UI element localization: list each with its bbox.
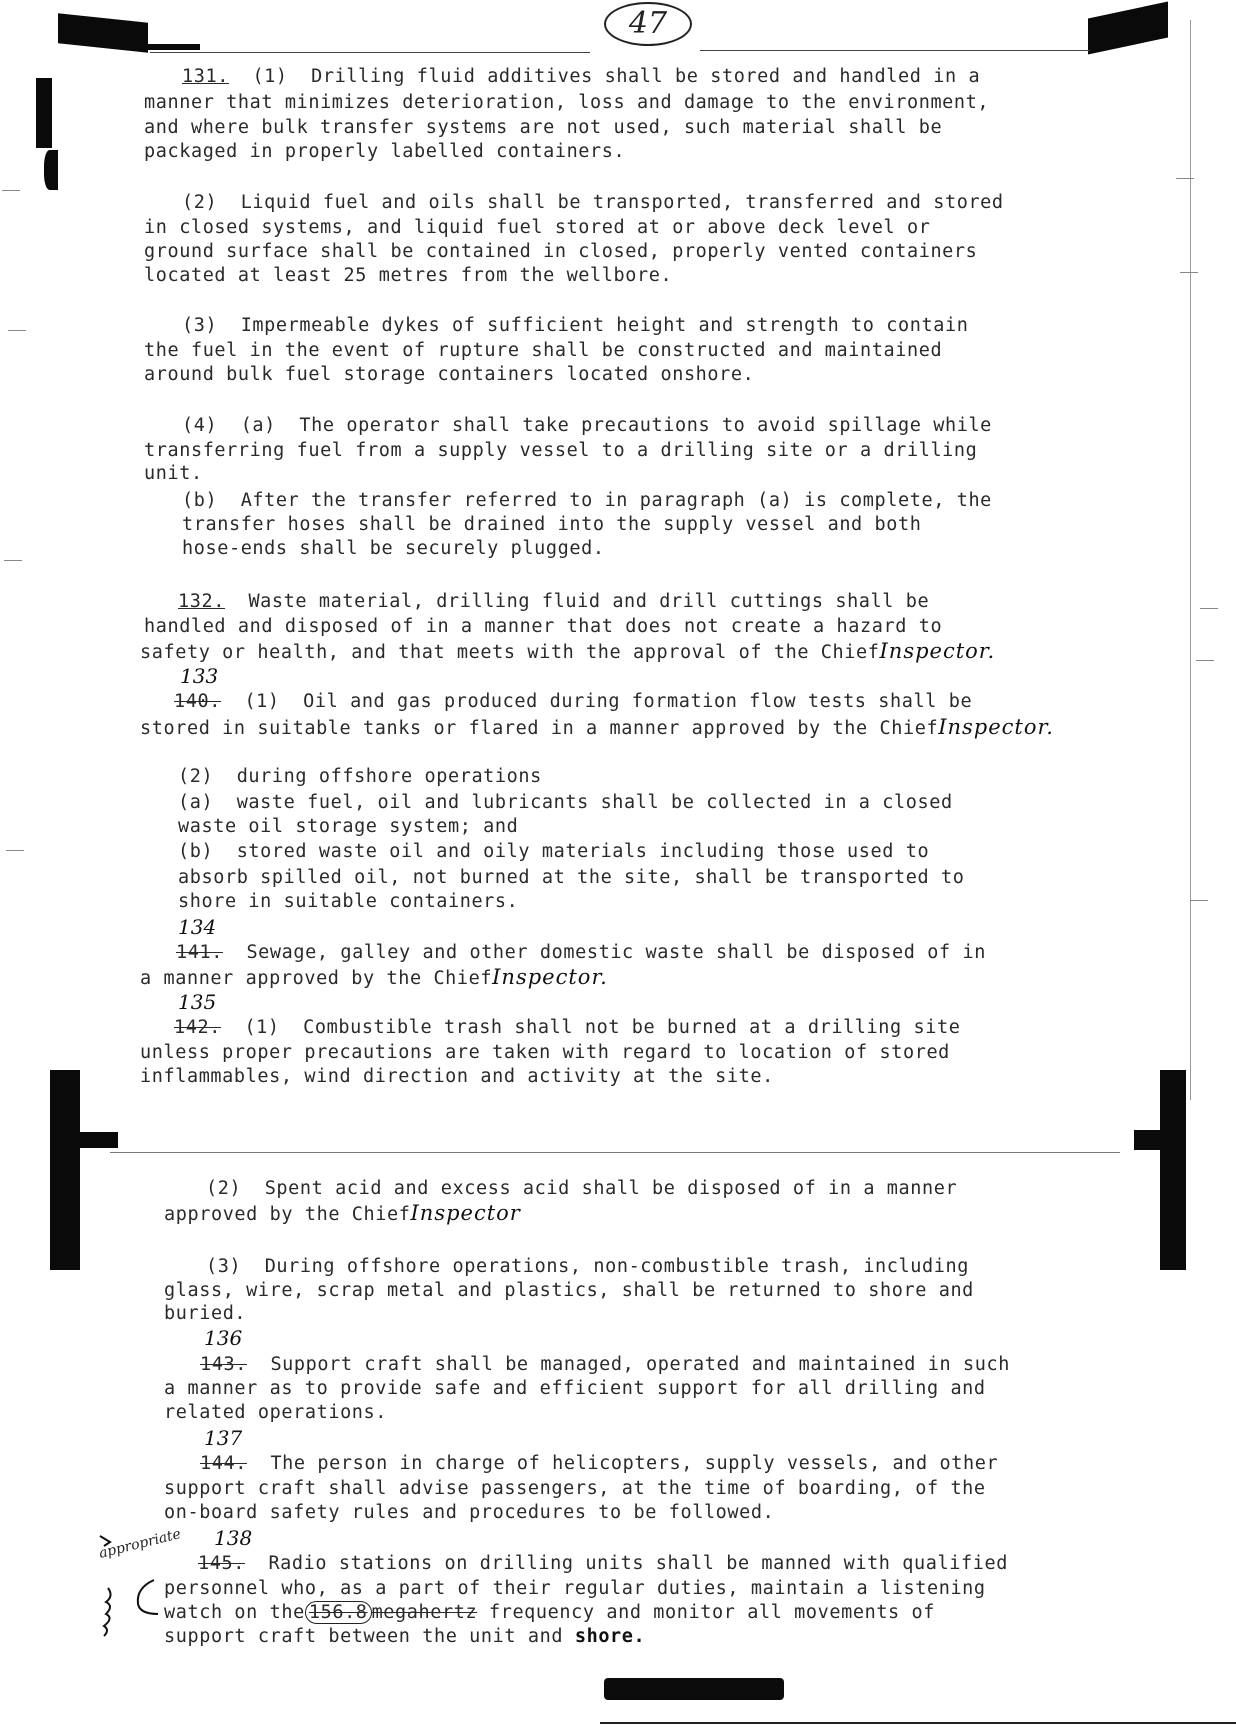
redaction-bar	[604, 1678, 784, 1700]
text-line: hose-ends shall be securely plugged.	[182, 538, 605, 559]
text-line: Waste material, drilling fluid and drill cuttings shall be	[248, 591, 930, 612]
handwritten-inspector: Inspector.	[938, 715, 1054, 739]
section-137-line-1	[200, 1453, 998, 1475]
text-line: unless proper precautions are taken with regard to location of stored	[140, 1042, 950, 1063]
margin-dash	[1190, 900, 1208, 901]
circled-frequency: 156.8	[305, 1601, 372, 1624]
section-131-line-1	[182, 66, 980, 88]
text-line: approved by the Chief	[164, 1204, 411, 1225]
top-rule-left	[150, 52, 590, 53]
section-132-line-3	[140, 640, 995, 664]
scan-mark-right-bar	[1160, 1070, 1186, 1270]
margin-dash	[2, 190, 20, 191]
scan-mark-left-arm	[78, 1132, 118, 1148]
section-138-line-4	[164, 1626, 645, 1648]
text-line: inflammables, wind direction and activity at the site.	[140, 1066, 774, 1087]
text-line: stored in suitable tanks or flared in a manner approved by the Chief	[140, 718, 939, 739]
section-134-line-2	[140, 966, 608, 990]
text-line: (2) Spent acid and excess acid shall be disposed of in a manner	[206, 1178, 958, 1199]
struck-section-number: 144.	[200, 1453, 247, 1474]
section-133-line-1	[174, 691, 972, 713]
margin-dash	[4, 560, 22, 561]
section-134-line-1	[176, 942, 986, 964]
text-line: (1) Oil and gas produced during formation flow tests shall be	[244, 691, 973, 712]
scan-mark-left-bar	[50, 1070, 80, 1270]
text-line: transfer hoses shall be drained into the supply vessel and both	[182, 514, 922, 535]
text-line: transferring fuel from a supply vessel to a drilling site or a drilling	[144, 440, 978, 461]
text-line: packaged in properly labelled containers.	[144, 141, 626, 162]
text-line: watch on the	[164, 1602, 305, 1623]
page-number: 47	[604, 2, 692, 46]
text-line: in closed systems, and liquid fuel stored at or above deck level or	[144, 217, 931, 238]
margin-dash	[1176, 178, 1194, 179]
section-number: 131.	[182, 66, 229, 87]
handwritten-section-number: 135	[178, 990, 217, 1014]
text-line: (4) (a) The operator shall take precautions to avoid spillage while	[182, 415, 992, 436]
text-line: (b) After the transfer referred to in paragraph (a) is complete, the	[182, 490, 992, 511]
text-line: (3) During offshore operations, non-combustible trash, including	[206, 1256, 969, 1277]
text-line: (2) during offshore operations	[178, 766, 542, 787]
text-line: (a) waste fuel, oil and lubricants shall be collected in a closed	[178, 792, 953, 813]
right-margin-rule	[1190, 20, 1191, 1100]
text-line: The person in charge of helicopters, supply vessels, and other	[270, 1453, 999, 1474]
handwritten-section-number: 137	[204, 1426, 243, 1450]
text-line: and where bulk transfer systems are not used, such material shall be	[144, 117, 943, 138]
section-135-p2-line-2	[164, 1202, 521, 1226]
text-line: the fuel in the event of rupture shall be constructed and maintained	[144, 340, 943, 361]
handwritten-inspector: Inspector.	[879, 639, 996, 663]
scan-mark-top-left	[58, 13, 148, 52]
text-line: Support craft shall be managed, operated and maintained in such	[270, 1354, 1010, 1375]
text-line: frequency and monitor all movements of	[488, 1602, 936, 1623]
text-line: buried.	[164, 1303, 247, 1324]
text-line: handled and disposed of in a manner that does not create a hazard to	[144, 616, 943, 637]
text-line: unit.	[144, 463, 203, 484]
scan-mark-left-upper	[36, 78, 52, 148]
struck-section-number: 143.	[200, 1354, 247, 1375]
text-line: (1) Combustible trash shall not be burned at a drilling site	[244, 1017, 961, 1038]
text-line: shore.	[574, 1626, 646, 1647]
text-line: safety or health, and that meets with the approval of the Chief	[140, 642, 880, 663]
text-line: shore in suitable containers.	[178, 891, 519, 912]
struck-section-number: 145.	[198, 1553, 245, 1574]
text-line: on-board safety rules and procedures to be followed.	[164, 1502, 775, 1523]
text-line: Sewage, galley and other domestic waste shall be disposed of in	[246, 942, 986, 963]
text-line: related operations.	[164, 1402, 388, 1423]
handwritten-section-number: 134	[178, 915, 217, 939]
margin-dash	[1196, 660, 1214, 661]
scan-mark-top-right	[1088, 1, 1168, 54]
struck-section-number: 141.	[176, 942, 223, 963]
text-line: glass, wire, scrap metal and plastics, shall be returned to shore and	[164, 1280, 974, 1301]
margin-dash	[6, 850, 24, 851]
section-133-line-2	[140, 716, 1054, 740]
text-line: waste oil storage system; and	[178, 816, 519, 837]
text-line: (1) Drilling fluid additives shall be stored and handled in a	[252, 66, 981, 87]
text-line: (2) Liquid fuel and oils shall be transported, transferred and stored	[182, 192, 1004, 213]
text-line: personnel who, as a part of their regular duties, maintain a listening	[164, 1578, 986, 1599]
text-line: (b) stored waste oil and oily materials including those used to	[178, 841, 930, 862]
handwritten-margin-note: appropriate	[97, 1526, 183, 1562]
handwritten-bracket-mark	[96, 1528, 176, 1638]
handwritten-inspector: Inspector.	[492, 965, 608, 989]
text-line: (3) Impermeable dykes of sufficient height and strength to contain	[182, 315, 969, 336]
struck-section-number: 142.	[174, 1017, 221, 1038]
handwritten-section-number: 136	[204, 1326, 243, 1350]
handwritten-inspector: Inspector	[410, 1201, 521, 1225]
scan-mark-top-left-arm	[140, 44, 200, 50]
scan-mark-left-tick	[44, 150, 58, 190]
margin-dash	[1180, 272, 1198, 273]
text-line: a manner as to provide safe and efficient support for all drilling and	[164, 1378, 986, 1399]
text-line: support craft shall advise passengers, at the time of boarding, of the	[164, 1478, 986, 1499]
page-split-rule	[110, 1152, 1120, 1153]
section-132-line-1	[178, 591, 929, 613]
handwritten-section-number: 138	[214, 1526, 253, 1550]
text-line: located at least 25 metres from the wellbore.	[144, 265, 673, 286]
margin-dash	[8, 330, 26, 331]
section-138-line-3	[164, 1602, 935, 1624]
text-line: Radio stations on drilling units shall be manned with qualified	[268, 1553, 1008, 1574]
text-line: support craft between the unit and	[164, 1626, 564, 1647]
margin-dash	[1200, 608, 1218, 609]
scan-mark-right-arm	[1134, 1130, 1168, 1150]
top-rule-right	[700, 50, 1090, 51]
text-line: absorb spilled oil, not burned at the site, shall be transported to	[178, 867, 965, 888]
section-138-line-1	[198, 1553, 1008, 1575]
struck-section-number: 140.	[174, 691, 221, 712]
text-line: a manner approved by the Chief	[140, 968, 493, 989]
section-136-line-1	[200, 1354, 1010, 1376]
text-line: ground surface shall be contained in closed, properly vented containers	[144, 241, 978, 262]
text-line: manner that minimizes deterioration, loss and damage to the environment,	[144, 92, 990, 113]
section-number: 132.	[178, 591, 225, 612]
struck-unit: megahertz	[371, 1602, 478, 1623]
handwritten-section-number: 133	[180, 664, 219, 688]
section-135-line-1	[174, 1017, 960, 1039]
bottom-rule	[600, 1722, 1236, 1724]
text-line: around bulk fuel storage containers located onshore.	[144, 364, 755, 385]
